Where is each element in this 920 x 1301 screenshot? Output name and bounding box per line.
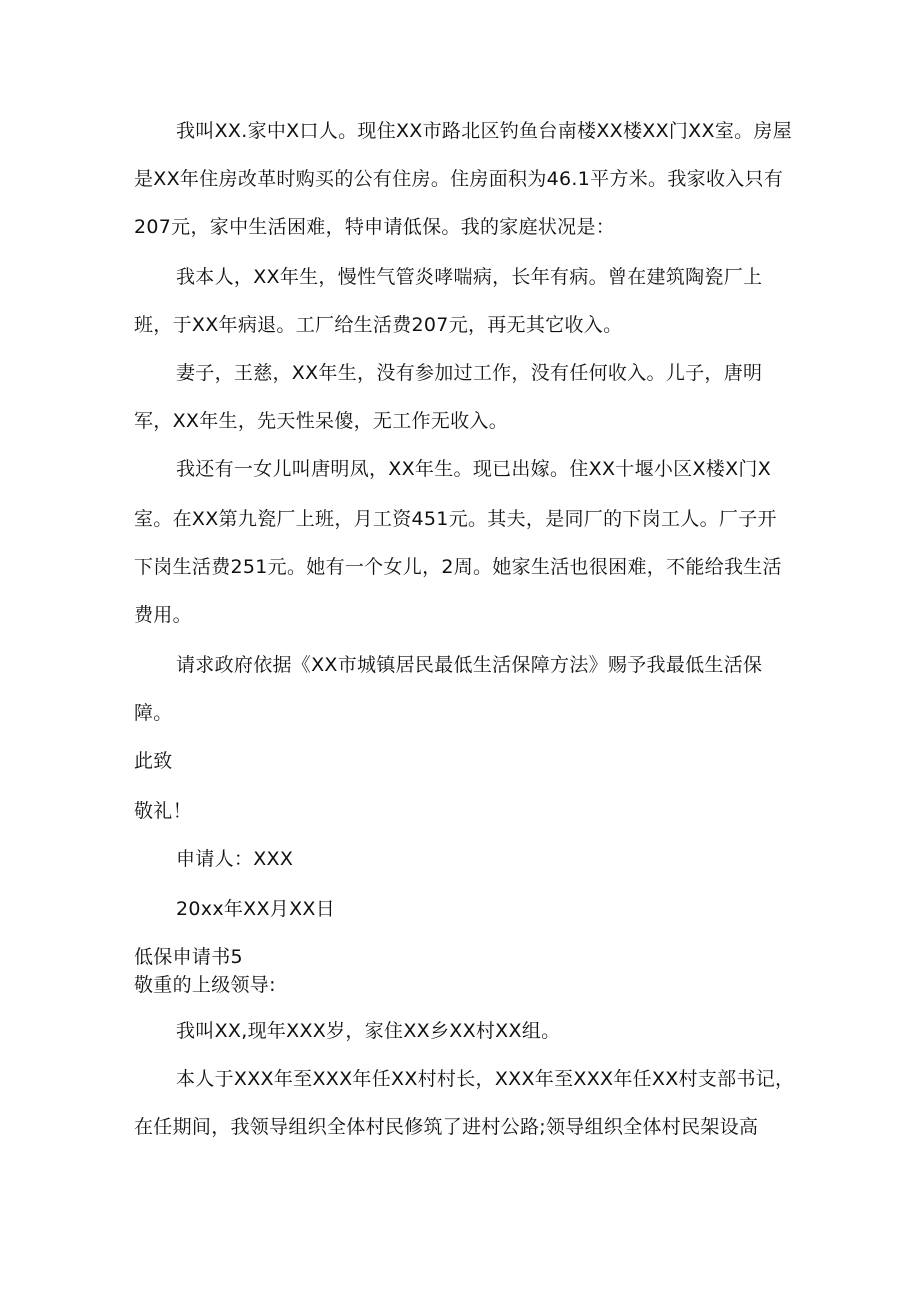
text-line: 班，于XX年病退。工厂给生活费207元，再无其它收入。 xyxy=(134,314,623,336)
text-line: 障。 xyxy=(134,702,173,724)
text-line: 是XX年住房改革时购买的公有住房。住房面积为46.1平方米。我家收入只有 xyxy=(134,168,784,190)
text-line: 在任期间，我领导组织全体村民修筑了进村公路;领导组织全体村民架设高 xyxy=(134,1116,759,1138)
text-line: 本人于XXX年至XXX年任XX村村长，XXX年至XXX年任XX村支部书记， xyxy=(176,1068,795,1090)
salutation-line: 此致 xyxy=(134,750,173,772)
text-line: 下岗生活费251元。她有一个女儿，2周。她家生活也很困难，不能给我生活 xyxy=(134,556,782,578)
text-line: 我叫XX.家中X口人。现住XX市路北区钓鱼台南楼XX楼XX门XX室。房屋 xyxy=(176,120,793,142)
salutation-line: 敬礼！ xyxy=(134,800,192,822)
text-line: 我本人，XX年生，慢性气管炎哮喘病，长年有病。曾在建筑陶瓷厂上 xyxy=(176,266,763,288)
applicant-line: 申请人：XXX xyxy=(176,848,294,870)
text-line: 请求政府依据《XX市城镇居民最低生活保障方法》赐予我最低生活保 xyxy=(176,654,763,676)
text-line: 我叫XX,现年XXX岁，家住XX乡XX村XX组。 xyxy=(176,1020,561,1042)
date-line: 20xx年XX月XX日 xyxy=(176,898,336,920)
section-title: 低保申请书5 xyxy=(134,946,243,968)
greeting-line: 敬重的上级领导: xyxy=(134,974,276,996)
text-line: 我还有一女儿叫唐明凤，XX年生。现已出嫁。住XX十堰小区X楼X门X xyxy=(176,458,772,480)
text-line: 室。在XX第九瓷厂上班，月工资451元。其夫，是同厂的下岗工人。厂子开 xyxy=(134,508,777,530)
text-line: 妻子，王慈，XX年生，没有参加过工作，没有任何收入。儿子，唐明 xyxy=(176,362,763,384)
text-line: 费用。 xyxy=(134,604,192,626)
text-line: 207元，家中生活困难，特申请低保。我的家庭状况是： xyxy=(134,216,616,238)
text-line: 军，XX年生，先天性呆傻，无工作无收入。 xyxy=(134,410,509,432)
